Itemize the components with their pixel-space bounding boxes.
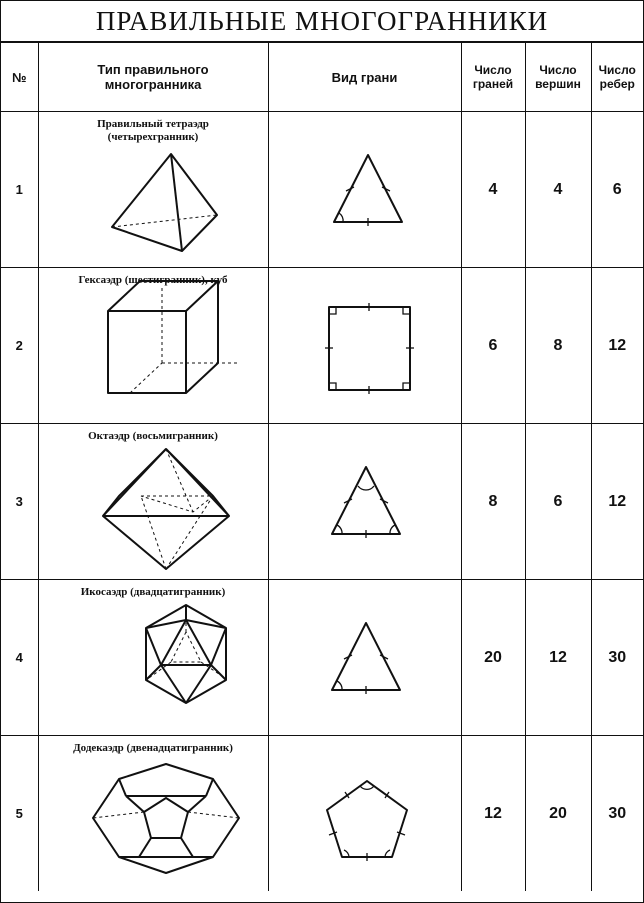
row-number: 3 (1, 424, 38, 580)
table-row (1, 424, 643, 580)
header-type (38, 43, 268, 112)
header-vertices-line2: вершин (535, 77, 581, 91)
face-cell (268, 736, 461, 892)
table-row (1, 112, 643, 268)
header-row (1, 43, 643, 112)
faces-count: 20 (461, 580, 525, 736)
edges-count: 12 (591, 424, 643, 580)
type-cell (38, 424, 268, 580)
row-number: 2 (1, 268, 38, 424)
header-edges-line1: Число (598, 63, 636, 77)
type-cell (38, 112, 268, 268)
header-faces (461, 43, 525, 112)
row-number: 4 (1, 580, 38, 736)
table-row (1, 580, 643, 736)
type-name-line1: Правильный тетраэдр (97, 118, 209, 130)
tetrahedron-icon (39, 112, 269, 267)
faces-count: 8 (461, 424, 525, 580)
type-cell (38, 268, 268, 424)
type-name-line2: (четырехгранник) (107, 131, 199, 143)
table-row (1, 736, 643, 892)
header-edges-line2: ребер (599, 77, 635, 91)
face-cell (268, 268, 461, 424)
header-faces-line1: Число (474, 63, 512, 77)
cube-icon (39, 268, 269, 423)
type-name-line1: Гексаэдр (шестигранник), куб (78, 274, 228, 286)
faces-count: 12 (461, 736, 525, 892)
type-cell (38, 580, 268, 736)
polyhedra-table (1, 43, 643, 891)
triangle-face-icon (269, 580, 462, 735)
face-cell (268, 112, 461, 268)
vertices-count: 20 (525, 736, 591, 892)
header-num: № (1, 43, 38, 112)
header-type-line2: многогранника (104, 77, 202, 92)
octahedron-icon (39, 424, 269, 579)
type-name-line1: Октаэдр (восьмигранник) (88, 430, 218, 442)
row-number: 1 (1, 112, 38, 268)
header-edges (591, 43, 643, 112)
edges-count: 30 (591, 736, 643, 892)
vertices-count: 8 (525, 268, 591, 424)
edges-count: 6 (591, 112, 643, 268)
face-cell (268, 424, 461, 580)
dodecahedron-icon (39, 736, 269, 891)
triangle-face-icon (269, 112, 462, 267)
page-title: ПРАВИЛЬНЫЕ МНОГОГРАННИКИ (1, 1, 643, 43)
vertices-count: 6 (525, 424, 591, 580)
icosahedron-icon (39, 580, 269, 735)
faces-count: 4 (461, 112, 525, 268)
edges-count: 12 (591, 268, 643, 424)
table-row (1, 268, 643, 424)
vertices-count: 4 (525, 112, 591, 268)
face-cell (268, 580, 461, 736)
pentagon-face-icon (269, 736, 462, 891)
faces-count: 6 (461, 268, 525, 424)
header-faces-line2: граней (472, 77, 514, 91)
header-face: Вид грани (268, 43, 461, 112)
header-vertices-line1: Число (539, 63, 577, 77)
edges-count: 30 (591, 580, 643, 736)
row-number: 5 (1, 736, 38, 892)
square-face-icon (269, 268, 462, 423)
type-name-line1: Икосаэдр (двадцатигранник) (80, 586, 226, 598)
triangle-face-icon (269, 424, 462, 579)
type-name-line1: Додекаэдр (двенадцатигранник) (73, 742, 233, 754)
header-vertices (525, 43, 591, 112)
vertices-count: 12 (525, 580, 591, 736)
header-type-line1: Тип правильного (97, 62, 209, 77)
type-cell (38, 736, 268, 892)
